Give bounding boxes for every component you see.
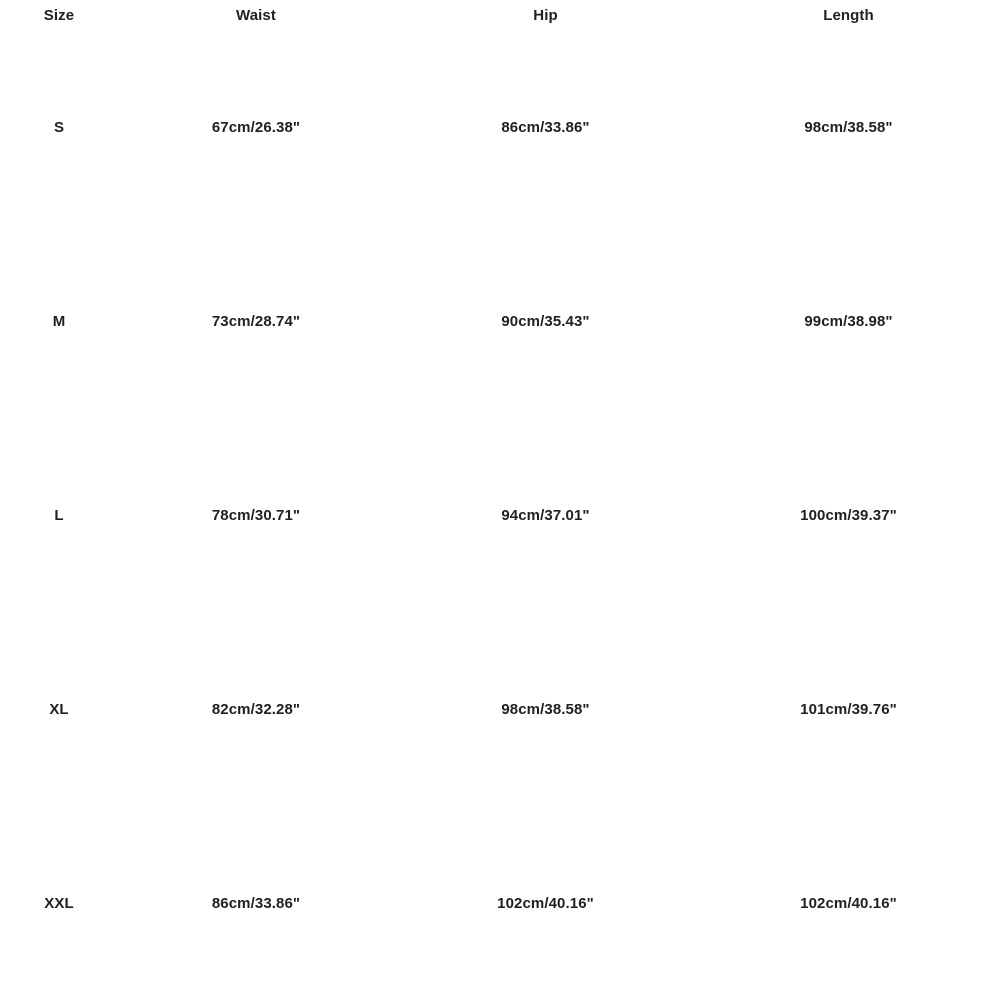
cell-size: XL [49, 700, 69, 718]
cell-hip: 94cm/37.01" [501, 506, 590, 524]
table-header-row [0, 0, 1000, 31]
cell-waist: 86cm/33.86" [211, 894, 301, 912]
cell-size: XXL [44, 894, 74, 912]
column-header-length: Length [823, 7, 874, 24]
cell-waist: 67cm/26.38" [211, 119, 301, 137]
cell-length: 99cm/38.98" [804, 313, 893, 331]
column-header-hip: Hip [533, 7, 558, 24]
cell-hip: 90cm/35.43" [501, 313, 590, 331]
column-header-waist: Waist [236, 7, 276, 24]
cell-size: S [53, 119, 65, 137]
cell-hip: 86cm/33.86" [501, 119, 590, 137]
cell-waist: 73cm/28.74" [211, 313, 301, 331]
cell-length: 98cm/38.58" [804, 119, 893, 137]
table-row [0, 419, 1000, 613]
cell-size: M [52, 313, 66, 331]
cell-hip: 102cm/40.16" [497, 894, 594, 912]
cell-size: L [54, 506, 64, 524]
cell-waist: 78cm/30.71" [211, 506, 301, 524]
cell-hip: 98cm/38.58" [501, 700, 590, 718]
cell-length: 102cm/40.16" [800, 894, 897, 912]
table-row [0, 612, 1000, 806]
cell-waist: 82cm/32.28" [211, 700, 301, 718]
cell-length: 100cm/39.37" [800, 506, 897, 524]
column-header-size: Size [43, 7, 75, 24]
table-row [0, 806, 1000, 1000]
cell-length: 101cm/39.76" [800, 700, 897, 718]
table-row [0, 225, 1000, 419]
table-row [0, 31, 1000, 225]
